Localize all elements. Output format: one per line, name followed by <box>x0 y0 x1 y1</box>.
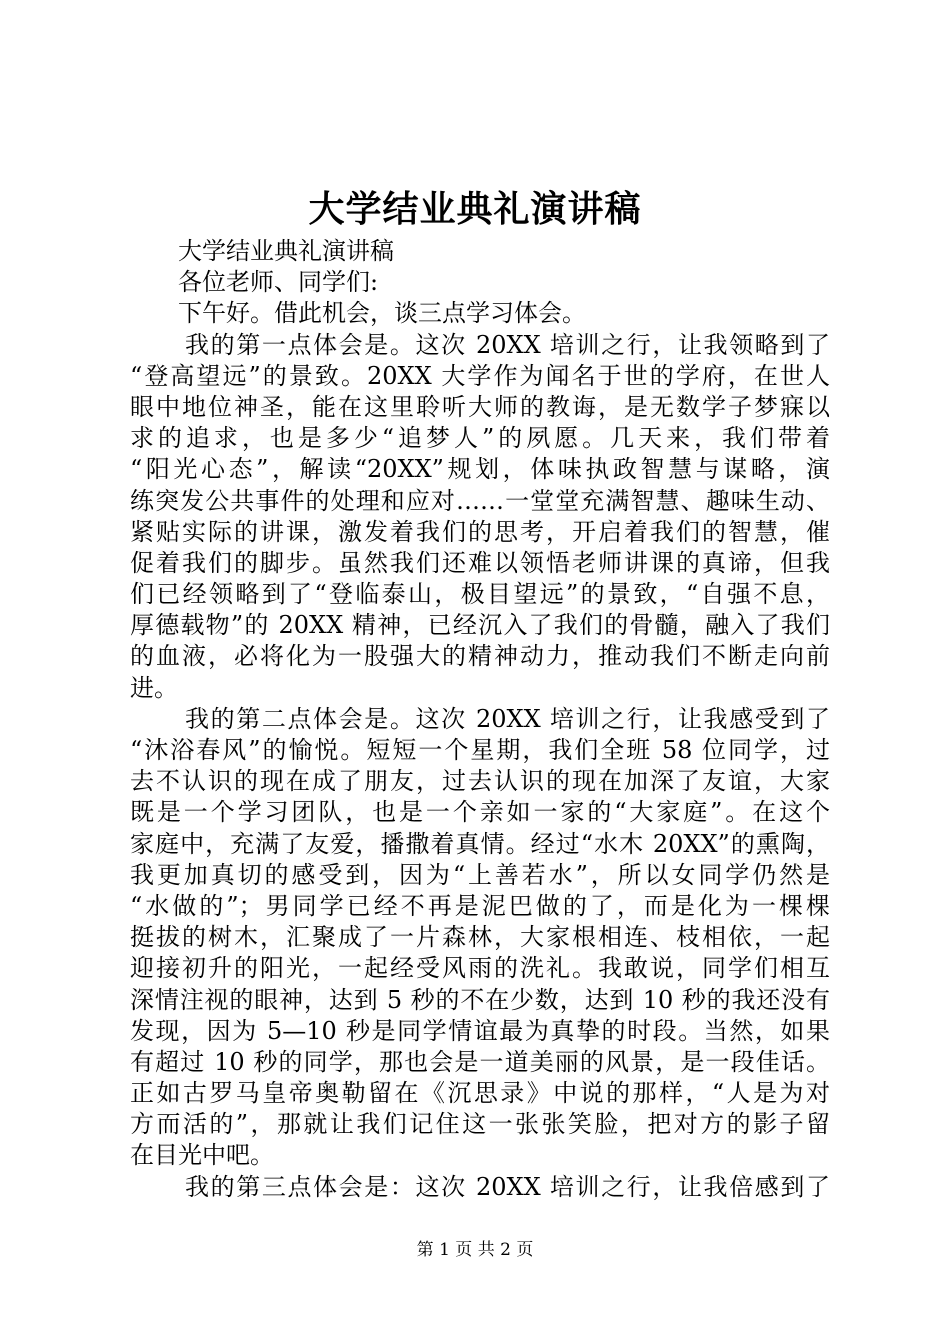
text-line: 的血液，必将化为一股强大的精神动力，推动我们不断走向前 <box>130 642 830 671</box>
text-line: 我的第三点体会是：这次 20XX 培训之行，让我倍感到了 <box>185 1172 830 1201</box>
text-line: “阳光心态”，解读“20XX”规划，体味执政智慧与谋略，演 <box>130 455 830 484</box>
text-line: “水做的”；男同学已经不再是泥巴做的了，而是化为一棵棵 <box>130 891 830 920</box>
text-line: 有超过 10 秒的同学，那也会是一道美丽的风景，是一段佳话。 <box>130 1047 830 1076</box>
text-line: 家庭中，充满了友爱，播撒着真情。经过“水木 20XX”的熏陶， <box>130 829 830 858</box>
text-line: 们已经领略到了“登临泰山，极目望远”的景致，“自强不息， <box>130 580 830 609</box>
page-footer: 第 1 页 共 2 页 <box>416 1240 534 1260</box>
text-line: 深情注视的眼神，达到 5 秒的不在少数，达到 10 秒的我还没有 <box>130 985 830 1014</box>
text-line: 眼中地位神圣，能在这里聆听大师的教诲，是无数学子梦寐以 <box>130 392 830 421</box>
text-line: 挺拔的树木，汇聚成了一片森林，大家根相连、枝相依，一起 <box>130 923 830 952</box>
text-line: 正如古罗马皇帝奥勒留在《沉思录》中说的那样，“人是为对 <box>130 1079 830 1108</box>
document-title: 大学结业典礼演讲稿 <box>308 188 642 230</box>
text-line: “沐浴春风”的愉悦。短短一个星期，我们全班 58 位同学，过 <box>130 736 830 764</box>
text-line: 下午好。借此机会，谈三点学习体会。 <box>178 299 586 328</box>
text-line: 练突发公共事件的处理和应对……一堂堂充满智慧、趣味生动、 <box>130 486 830 515</box>
text-line: 发现，因为 5—10 秒是同学情谊最为真挚的时段。当然，如果 <box>130 1016 830 1045</box>
text-line: 我更加真切的感受到，因为“上善若水”，所以女同学仍然是 <box>130 860 830 889</box>
text-line: 进。 <box>130 673 178 702</box>
text-line: 各位老师、同学们: <box>178 268 379 297</box>
text-line: “登高望远”的景致。20XX 大学作为闻名于世的学府，在世人 <box>130 361 830 390</box>
text-line: 厚德载物”的 20XX 精神，已经沉入了我们的骨髓，融入了我们 <box>130 611 830 640</box>
text-line: 求的追求，也是多少“追梦人”的夙愿。几天来，我们带着 <box>130 424 830 453</box>
text-line: 紧贴实际的讲课，激发着我们的思考，开启着我们的智慧，催 <box>130 517 830 546</box>
text-line: 迎接初升的阳光，一起经受风雨的洗礼。我敢说，同学们相互 <box>130 954 830 983</box>
text-line: 既是一个学习团队，也是一个亲如一家的“大家庭”。在这个 <box>130 798 830 827</box>
text-line: 我的第二点体会是。这次 20XX 培训之行，让我感受到了 <box>185 704 830 733</box>
document-body <box>130 236 830 1203</box>
text-line: 去不认识的现在成了朋友，过去认识的现在加深了友谊，大家 <box>130 767 830 796</box>
text-line: 大学结业典礼演讲稿 <box>178 237 394 265</box>
text-line: 促着我们的脚步。虽然我们还难以领悟老师讲课的真谛，但我 <box>130 548 830 577</box>
text-line: 我的第一点体会是。这次 20XX 培训之行，让我领略到了 <box>185 330 830 359</box>
text-line: 在目光中吧。 <box>130 1141 274 1170</box>
text-line: 方而活的”，那就让我们记住这一张张笑脸，把对方的影子留 <box>130 1110 830 1139</box>
